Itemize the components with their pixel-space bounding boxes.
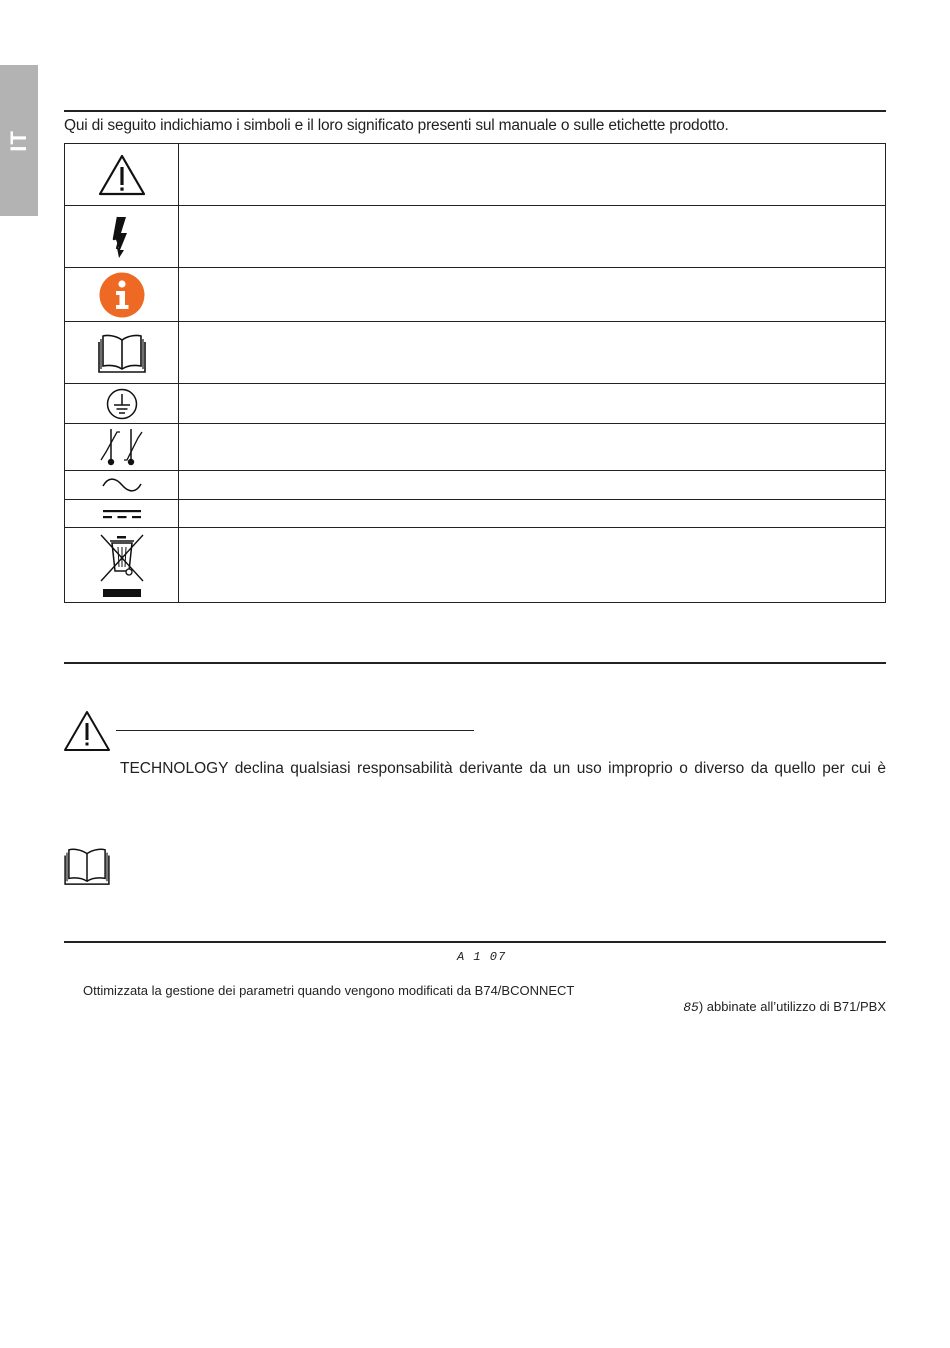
- symbol-cell: [65, 528, 179, 603]
- symbol-cell: [65, 500, 179, 528]
- manual-book-icon: [63, 846, 111, 886]
- manual-block: [63, 846, 111, 891]
- table-row: [65, 528, 886, 603]
- symbol-cell: [65, 268, 179, 322]
- symbol-description: [179, 206, 886, 268]
- table-row: [65, 206, 886, 268]
- temperature-icon: [98, 426, 146, 468]
- symbol-description: [179, 322, 886, 384]
- table-row: [65, 144, 886, 206]
- symbol-cell: [65, 424, 179, 471]
- warning-paragraph: TECHNOLOGY declina qualsiasi responsabilità derivante da un uso improprio o diverso da quello per cui è: [120, 760, 886, 777]
- release-note-text: ) abbinate all’utilizzo di B71/PBX: [698, 999, 886, 1014]
- intro-text: Qui di seguito indichiamo i simboli e il loro significato presenti sul manuale o sulle etichette prodotto.: [64, 117, 729, 134]
- symbols-table: [64, 143, 886, 603]
- table-row: [65, 268, 886, 322]
- warning-block: [63, 710, 111, 757]
- info-icon: [99, 272, 145, 318]
- direct-current-icon: [100, 507, 144, 521]
- language-tab: [0, 65, 38, 216]
- table-row: [65, 471, 886, 500]
- electric-shock-icon: [111, 215, 133, 259]
- table-row: [65, 322, 886, 384]
- symbol-cell: [65, 206, 179, 268]
- symbol-description: [179, 384, 886, 424]
- table-row: [65, 424, 886, 471]
- weee-bin-icon: [98, 531, 146, 599]
- warning-heading-line: [116, 730, 474, 731]
- section-divider: [64, 662, 886, 664]
- symbol-description: [179, 268, 886, 322]
- symbol-description: [179, 471, 886, 500]
- manual-book-icon: [97, 332, 147, 374]
- symbol-cell: [65, 471, 179, 500]
- display-code: 85: [683, 1000, 699, 1015]
- firmware-version-code: A 1 07: [457, 950, 507, 964]
- symbol-description: [179, 424, 886, 471]
- table-row: [65, 500, 886, 528]
- symbol-cell: [65, 322, 179, 384]
- warning-triangle-icon: [63, 710, 111, 752]
- section-divider: [64, 941, 886, 943]
- symbol-description: [179, 528, 886, 603]
- release-note-line: Ottimizzata la gestione dei parametri quando vengono modificati da B74/BCONNECT: [83, 983, 575, 998]
- symbol-description: [179, 500, 886, 528]
- ground-icon: [106, 388, 138, 420]
- release-note-line: [683, 999, 886, 1015]
- alternating-current-icon: [100, 476, 144, 494]
- symbol-cell: [65, 384, 179, 424]
- symbol-cell: [65, 144, 179, 206]
- section-divider: [64, 110, 886, 112]
- table-row: [65, 384, 886, 424]
- symbol-description: [179, 144, 886, 206]
- language-tab-label: IT: [6, 129, 31, 152]
- warning-triangle-icon: [97, 153, 147, 197]
